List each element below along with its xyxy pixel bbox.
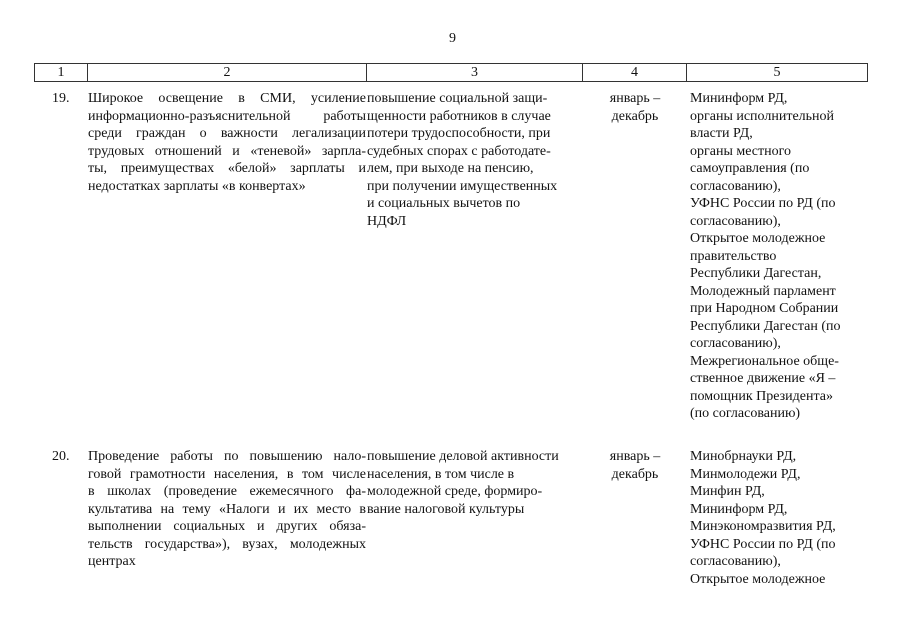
responsible-line: самоуправления (по [690,161,810,176]
responsible-line: Минфин РД, [690,484,765,499]
header-col-3: 3 [367,64,583,81]
result-line: молодежной среде, формиро- [367,484,543,499]
responsible-line: ственное движение «Я – [690,371,836,386]
result-line: и социальных вычетов по [367,196,521,211]
result-line: населения, в том числе в [367,466,515,482]
row-number: 19. [52,91,70,106]
responsible-line: Минэкономразвития РД, [690,519,836,534]
result-line: при получении имущественных [367,178,558,194]
activity-line: трудовых отношений и «теневой» зарпла- [88,143,366,159]
activity-cell [88,448,366,571]
activity-line: тельств государства»), вузах, молодежных [88,536,366,552]
activity-line: информационно-разъяснительной работы [88,108,366,124]
responsible-line: Минобрнауки РД, [690,449,797,464]
result-line: потери трудоспособности, при [367,126,551,141]
result-line: повышение деловой активности [367,449,559,464]
responsible-line: Межрегиональное обще- [690,353,839,369]
activity-line: Широкое освещение в СМИ, усиление [88,91,366,106]
table-header-row [34,63,868,82]
responsible-line: Мининформ РД, [690,91,788,106]
activity-line: выполнении социальных и других обяза- [88,519,366,534]
responsible-line: Молодежный парламент [690,283,836,299]
result-line: щенности работников в случае [367,108,551,124]
term-line: январь – [609,449,661,464]
term-cell [589,90,681,125]
responsible-line: правительство [690,248,777,264]
responsible-line: Мининформ РД, [690,501,788,517]
responsible-line: согласованию), [690,336,781,351]
term-cell [589,448,681,483]
responsible-line: УФНС России по РД (по [690,196,836,211]
activity-line: в школах (проведение ежемесячного фа- [88,484,366,499]
header-col-5: 5 [773,65,781,80]
result-line: судебных спорах с работодате- [367,143,551,159]
responsible-line: органы местного [690,143,791,159]
result-cell [367,448,581,518]
responsible-line: согласованию), [690,554,781,569]
row-number: 20. [52,449,70,464]
responsible-line: Республики Дагестан, [690,266,822,281]
responsible-line: Открытое молодежное [690,231,826,246]
responsible-line: Открытое молодежное [690,571,826,587]
result-cell [367,90,581,230]
responsible-line: согласованию), [690,213,781,229]
activity-line: ты, преимуществах «белой» зарплаты и [88,161,366,176]
page-number: 9 [449,31,456,46]
responsible-line: Республики Дагестан (по [690,318,841,334]
responsible-line: согласованию), [690,178,781,194]
term-line: декабрь [611,466,659,482]
activity-line: среди граждан о важности легализации [88,126,366,141]
responsible-line: власти РД, [690,126,753,141]
activity-cell [88,90,366,195]
activity-line: недостатках зарплаты «в конвертах» [88,178,306,194]
result-line: повышение социальной защи- [367,91,548,106]
responsible-line: (по согласованию) [690,406,801,421]
responsible-line: УФНС России по РД (по [690,536,836,552]
responsible-cell [690,448,862,588]
responsible-line: Минмолодежи РД, [690,466,801,482]
header-col-2: 2 [88,64,367,81]
header-col-4: 4 [583,64,687,81]
result-line: вание налоговой культуры [367,501,525,517]
header-col-1: 1 [35,64,88,81]
responsible-line: органы исполнительной [690,108,835,124]
term-line: декабрь [611,108,659,124]
activity-line: Проведение работы по повышению нало- [88,449,366,464]
result-line: лем, при выходе на пенсию, [367,161,534,176]
activity-line: культатива на тему «Налоги и их место в [88,501,366,517]
activity-line: говой грамотности населения, в том числе [88,466,366,482]
term-line: январь – [609,91,661,106]
responsible-line: помощник Президента» [690,388,834,404]
responsible-line: при Народном Собрании [690,301,839,316]
result-line: НДФЛ [367,213,407,229]
activity-line: центрах [88,554,136,569]
responsible-cell [690,90,862,423]
